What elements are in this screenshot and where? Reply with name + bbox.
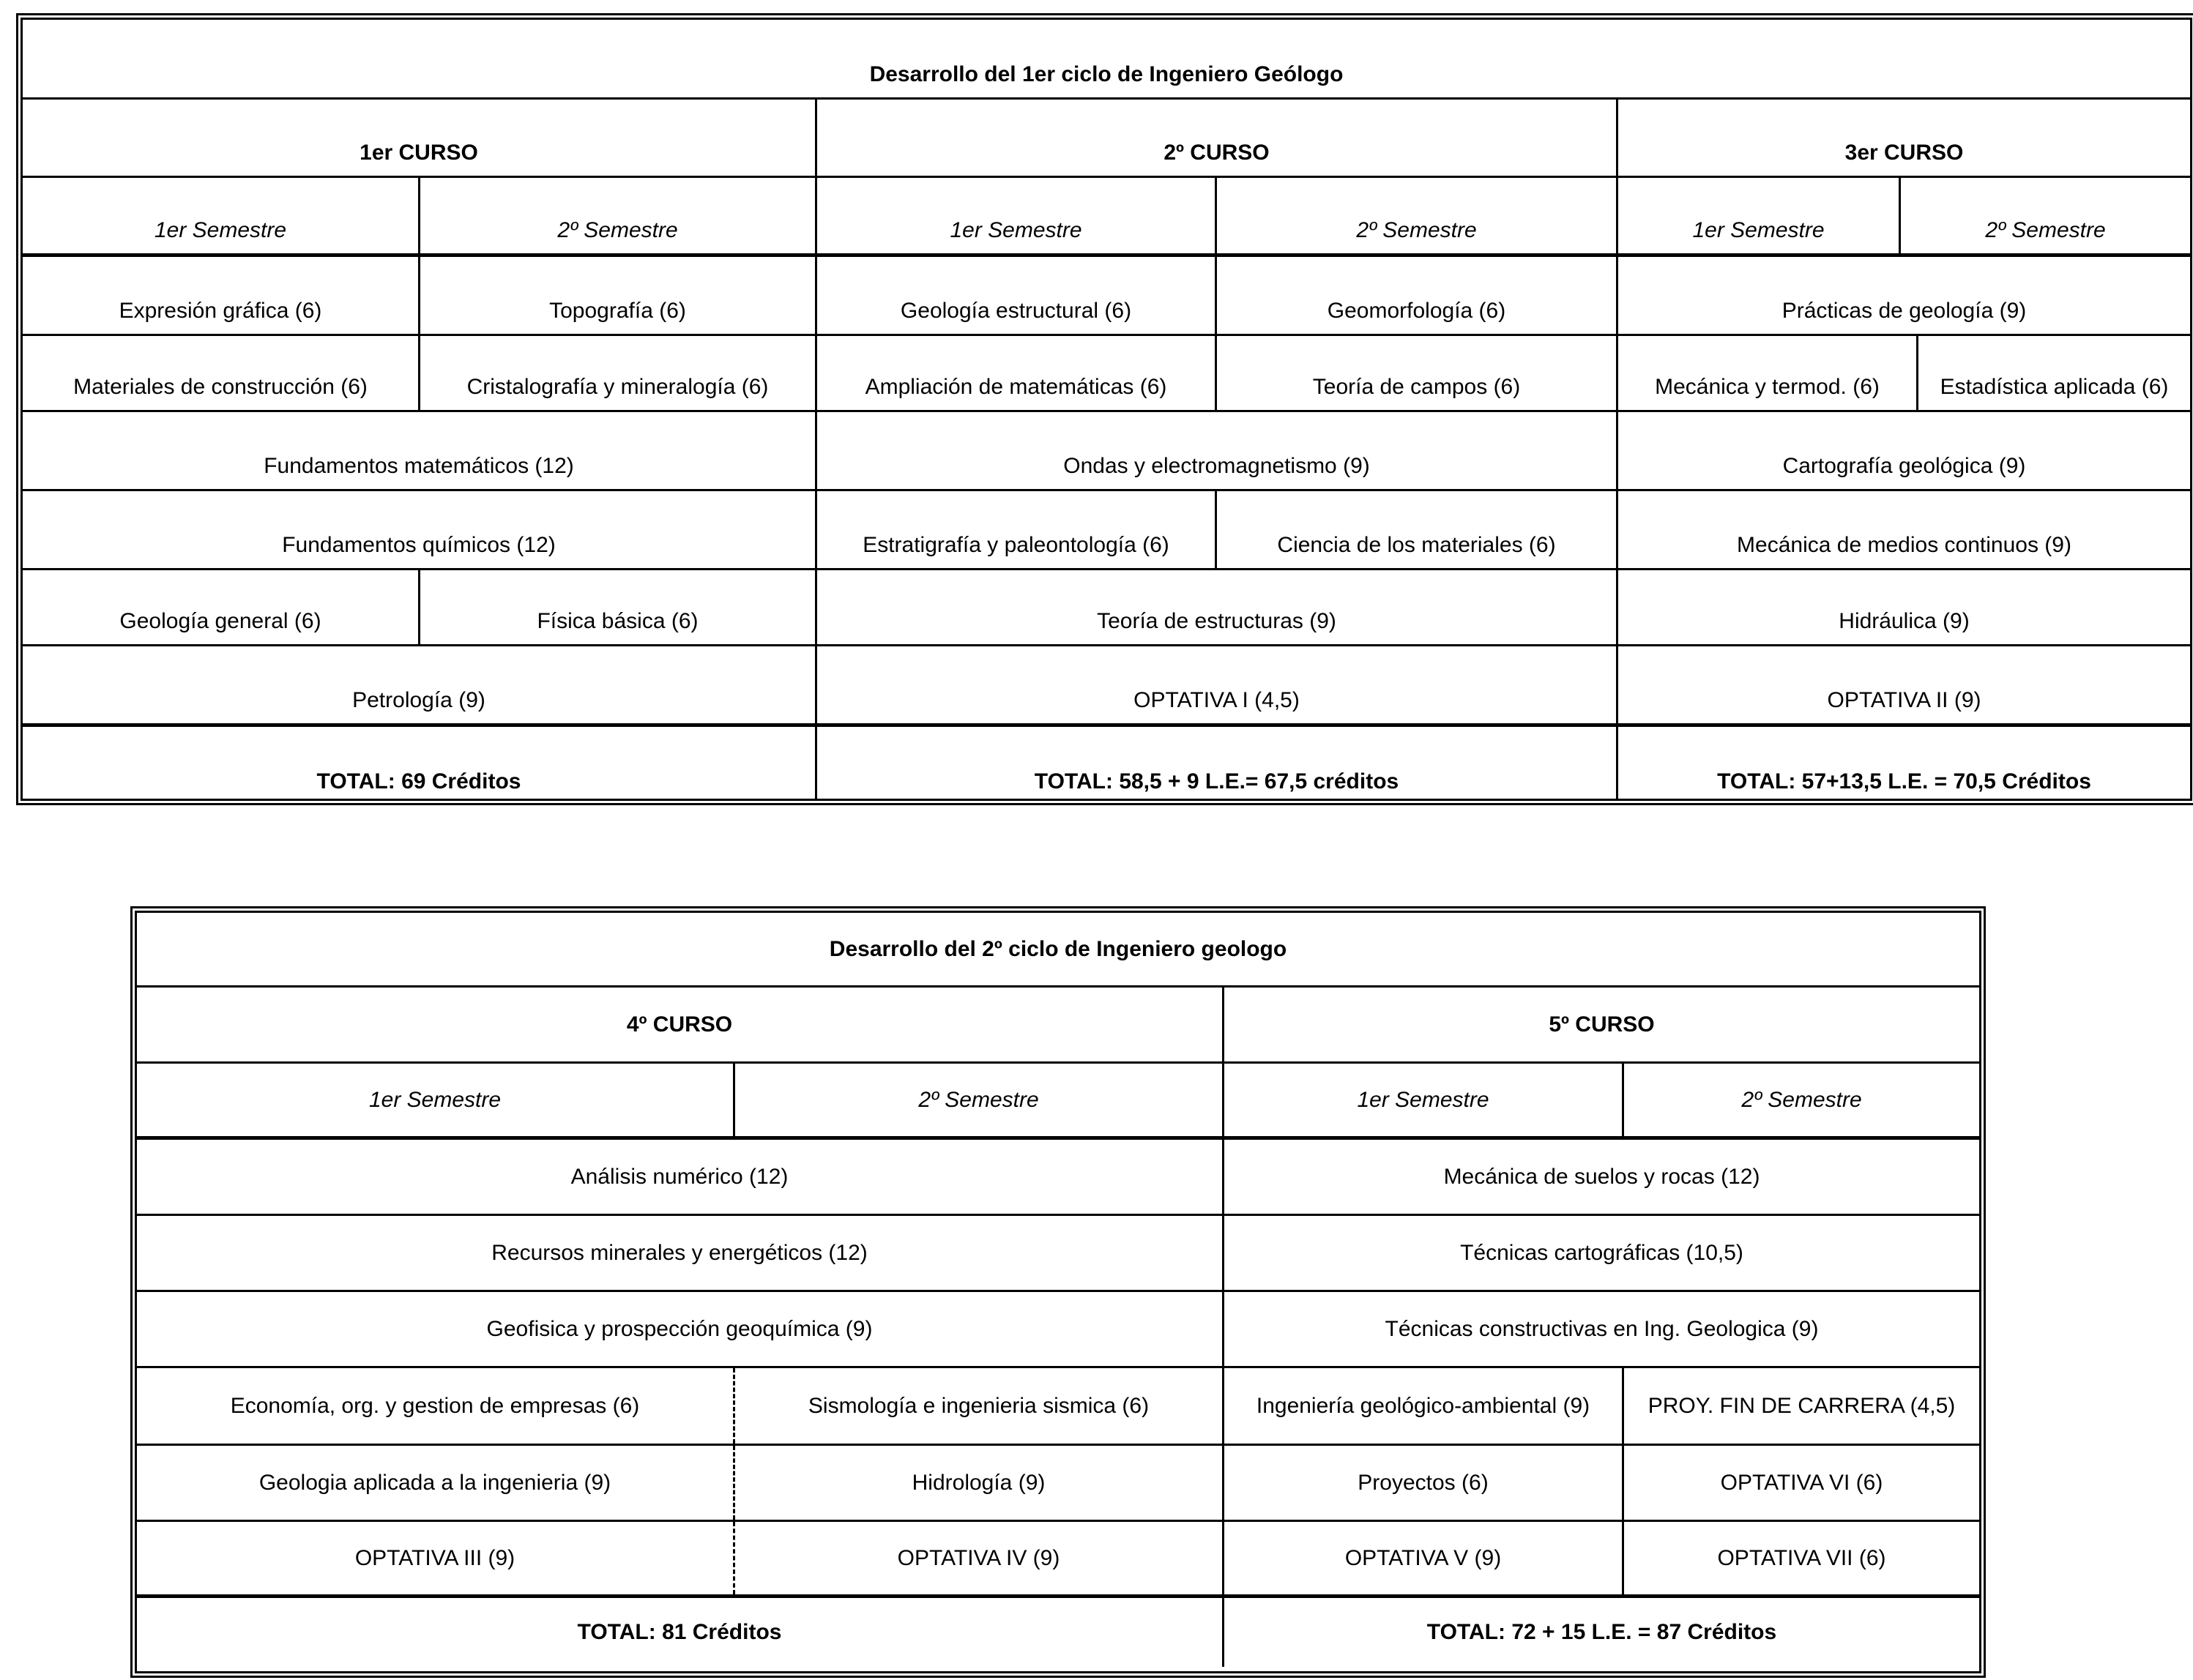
subject-cell: Geología estructural (6) <box>815 257 1215 334</box>
subject-cell: PROY. FIN DE CARRERA (4,5) <box>1622 1368 1979 1444</box>
ciclo1-semester-row <box>23 178 2190 257</box>
subject-cell: Mecánica y termod. (6) <box>1616 336 1916 410</box>
curso-2: 2º CURSO <box>815 100 1616 176</box>
semester-header: 2º Semestre <box>733 1064 1222 1136</box>
subject-cell: Ampliación de matemáticas (6) <box>815 336 1215 410</box>
total-cell: TOTAL: 69 Créditos <box>316 769 521 794</box>
subject-cell: Economía, org. y gestion de empresas (6) <box>230 1393 640 1418</box>
ciclo2-subject-row <box>137 1292 1979 1368</box>
semester-header: 2º Semestre <box>1899 178 2190 253</box>
semester-header: 2º Semestre <box>1215 178 1616 253</box>
total-cell: TOTAL: 81 Créditos <box>577 1620 782 1644</box>
ciclo2-title: Desarrollo del 2º ciclo de Ingeniero geologo <box>829 936 1287 961</box>
subject-cell: Expresión gráfica (6) <box>119 299 322 323</box>
semester-header: 1er Semestre <box>1616 178 1899 253</box>
curso-3: 3er CURSO <box>1616 100 2190 176</box>
ciclo2-semester-row <box>137 1064 1979 1140</box>
subject-cell: Geofisica y prospección geoquímica (9) <box>486 1316 873 1341</box>
subject-cell: Teoría de estructuras (9) <box>815 570 1616 644</box>
ciclo1-subject-row <box>23 491 2190 570</box>
ciclo2-total-row <box>137 1598 1979 1667</box>
subject-cell: Geomorfología (6) <box>1215 257 1616 334</box>
subject-cell: Sismología e ingenieria sismica (6) <box>733 1368 1222 1444</box>
subject-cell: Ingeniería geológico-ambiental (9) <box>1222 1368 1622 1444</box>
subject-cell: Fundamentos matemáticos (12) <box>264 454 574 478</box>
ciclo2-curso-row <box>137 988 1979 1064</box>
subject-cell: Técnicas constructivas en Ing. Geologica (9) <box>1222 1292 1979 1366</box>
ciclo2-subject-row <box>137 1446 1979 1522</box>
subject-cell: Materiales de construcción (6) <box>73 375 368 399</box>
ciclo2-subject-row <box>137 1216 1979 1292</box>
subject-cell: OPTATIVA IV (9) <box>733 1522 1222 1594</box>
subject-cell: OPTATIVA V (9) <box>1222 1522 1622 1594</box>
subject-cell: Mecánica de suelos y rocas (12) <box>1222 1140 1979 1214</box>
subject-cell: Proyectos (6) <box>1222 1446 1622 1520</box>
semester-header: 1er Semestre <box>368 1087 502 1112</box>
ciclo1-title-row <box>23 20 2190 100</box>
subject-cell: Geología general (6) <box>119 609 321 633</box>
subject-cell: Hidrología (9) <box>733 1446 1222 1520</box>
subject-cell: Petrología (9) <box>352 688 485 712</box>
subject-cell: Ciencia de los materiales (6) <box>1215 491 1616 568</box>
ciclo2-title-row <box>137 913 1979 988</box>
subject-cell: Ondas y electromagnetismo (9) <box>815 412 1616 489</box>
semester-header: 2º Semestre <box>1622 1064 1979 1136</box>
subject-cell: Teoría de campos (6) <box>1215 336 1616 410</box>
ciclo1-title: Desarrollo del 1er ciclo de Ingeniero Geólogo <box>869 62 1344 86</box>
subject-cell: Física básica (6) <box>418 570 815 644</box>
ciclo1-subject-row <box>23 336 2190 412</box>
ciclo2-subject-row <box>137 1140 1979 1216</box>
ciclo1-subject-row <box>23 412 2190 491</box>
ciclo1-total-row <box>23 727 2190 799</box>
semester-header: 2º Semestre <box>418 178 815 253</box>
curso-1: 1er CURSO <box>360 141 478 165</box>
subject-cell: OPTATIVA VI (6) <box>1622 1446 1979 1520</box>
subject-cell: Prácticas de geología (9) <box>1616 257 2190 334</box>
subject-cell: Estadística aplicada (6) <box>1916 336 2190 410</box>
total-cell: TOTAL: 72 + 15 L.E. = 87 Créditos <box>1222 1598 1979 1667</box>
curso-4: 4º CURSO <box>626 1012 733 1037</box>
ciclo1-subject-row <box>23 646 2190 727</box>
subject-cell: OPTATIVA III (9) <box>354 1545 515 1570</box>
semester-header: 1er Semestre <box>154 218 287 242</box>
curso-5: 5º CURSO <box>1222 988 1979 1061</box>
ciclo1-subject-row <box>23 257 2190 336</box>
ciclo2-table <box>135 911 1981 1673</box>
ciclo2-subject-row <box>137 1522 1979 1598</box>
subject-cell: Mecánica de medios continuos (9) <box>1616 491 2190 568</box>
ciclo1-subject-row <box>23 570 2190 646</box>
subject-cell: Cristalografía y mineralogía (6) <box>418 336 815 410</box>
subject-cell: Estratigrafía y paleontología (6) <box>815 491 1215 568</box>
total-cell: TOTAL: 58,5 + 9 L.E.= 67,5 créditos <box>815 727 1616 799</box>
subject-cell: OPTATIVA VII (6) <box>1622 1522 1979 1594</box>
subject-cell: OPTATIVA I (4,5) <box>815 646 1616 723</box>
subject-cell: Fundamentos químicos (12) <box>282 533 556 557</box>
semester-header: 1er Semestre <box>1222 1064 1622 1136</box>
subject-cell: Hidráulica (9) <box>1616 570 2190 644</box>
subject-cell: OPTATIVA II (9) <box>1616 646 2190 723</box>
total-cell: TOTAL: 57+13,5 L.E. = 70,5 Créditos <box>1616 727 2190 799</box>
semester-header: 1er Semestre <box>815 178 1215 253</box>
subject-cell: Técnicas cartográficas (10,5) <box>1222 1216 1979 1290</box>
subject-cell: Recursos minerales y energéticos (12) <box>491 1240 868 1265</box>
subject-cell: Topografía (6) <box>418 257 815 334</box>
ciclo2-subject-row <box>137 1368 1979 1446</box>
subject-cell: Cartografía geológica (9) <box>1616 412 2190 489</box>
subject-cell: Geologia aplicada a la ingenieria (9) <box>258 1470 611 1495</box>
ciclo1-curso-row <box>23 100 2190 178</box>
subject-cell: Análisis numérico (12) <box>570 1164 789 1189</box>
ciclo1-table <box>21 18 2192 801</box>
